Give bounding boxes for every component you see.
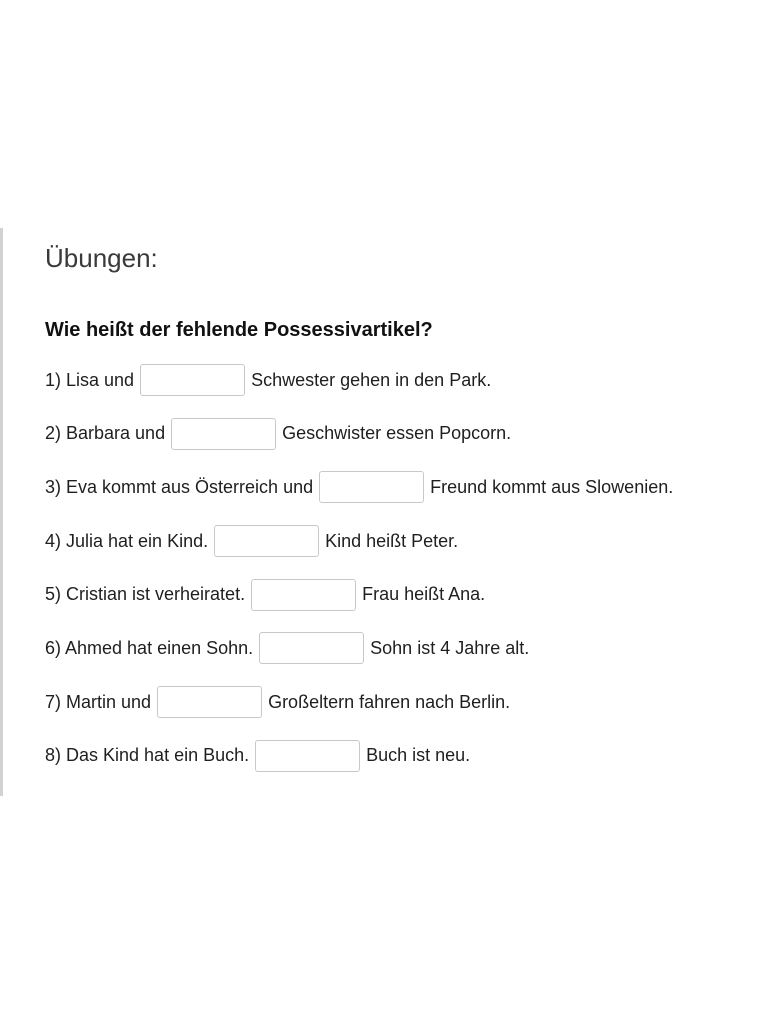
answer-input-5[interactable]	[251, 579, 356, 611]
exercise-text-after: Sohn ist 4 Jahre alt.	[370, 637, 530, 658]
answer-input-7[interactable]	[157, 686, 262, 718]
exercise-item-4	[45, 524, 673, 558]
exercise-text-after: Geschwister essen Popcorn.	[282, 423, 512, 444]
exercise-item-5	[45, 578, 673, 612]
exercise-item-8	[45, 739, 673, 773]
exercise-text-before: 3) Eva kommt aus Österreich und	[45, 476, 314, 497]
exercise-text-after: Frau heißt Ana.	[362, 584, 486, 605]
answer-input-3[interactable]	[319, 471, 424, 503]
exercise-text-before: 4) Julia hat ein Kind.	[45, 530, 209, 551]
exercise-text-before: 7) Martin und	[45, 691, 152, 712]
exercise-item-6	[45, 631, 673, 665]
exercise-item-1	[45, 363, 673, 397]
exercise-list	[45, 363, 673, 793]
section-heading: Übungen:	[45, 243, 158, 273]
answer-input-4[interactable]	[214, 525, 319, 557]
answer-input-2[interactable]	[171, 418, 276, 450]
exercise-text-after: Großeltern fahren nach Berlin.	[268, 691, 511, 712]
exercise-text-before: 1) Lisa und	[45, 369, 135, 390]
exercise-text-before: 5) Cristian ist verheiratet.	[45, 584, 246, 605]
answer-input-8[interactable]	[255, 740, 360, 772]
exercise-text-before: 8) Das Kind hat ein Buch.	[45, 745, 250, 766]
question-title: Wie heißt der fehlende Possessivartikel?	[45, 319, 433, 341]
exercise-panel	[0, 228, 768, 796]
exercise-text-after: Buch ist neu.	[366, 745, 471, 766]
exercise-item-7	[45, 685, 673, 719]
exercise-text-before: 2) Barbara und	[45, 423, 166, 444]
answer-input-1[interactable]	[140, 364, 245, 396]
exercise-text-after: Kind heißt Peter.	[325, 530, 459, 551]
exercise-item-2	[45, 417, 673, 451]
exercise-text-before: 6) Ahmed hat einen Sohn.	[45, 637, 254, 658]
answer-input-6[interactable]	[259, 632, 364, 664]
exercise-item-3	[45, 470, 673, 504]
exercise-text-after: Freund kommt aus Slowenien.	[430, 476, 674, 497]
exercise-text-after: Schwester gehen in den Park.	[251, 369, 492, 390]
